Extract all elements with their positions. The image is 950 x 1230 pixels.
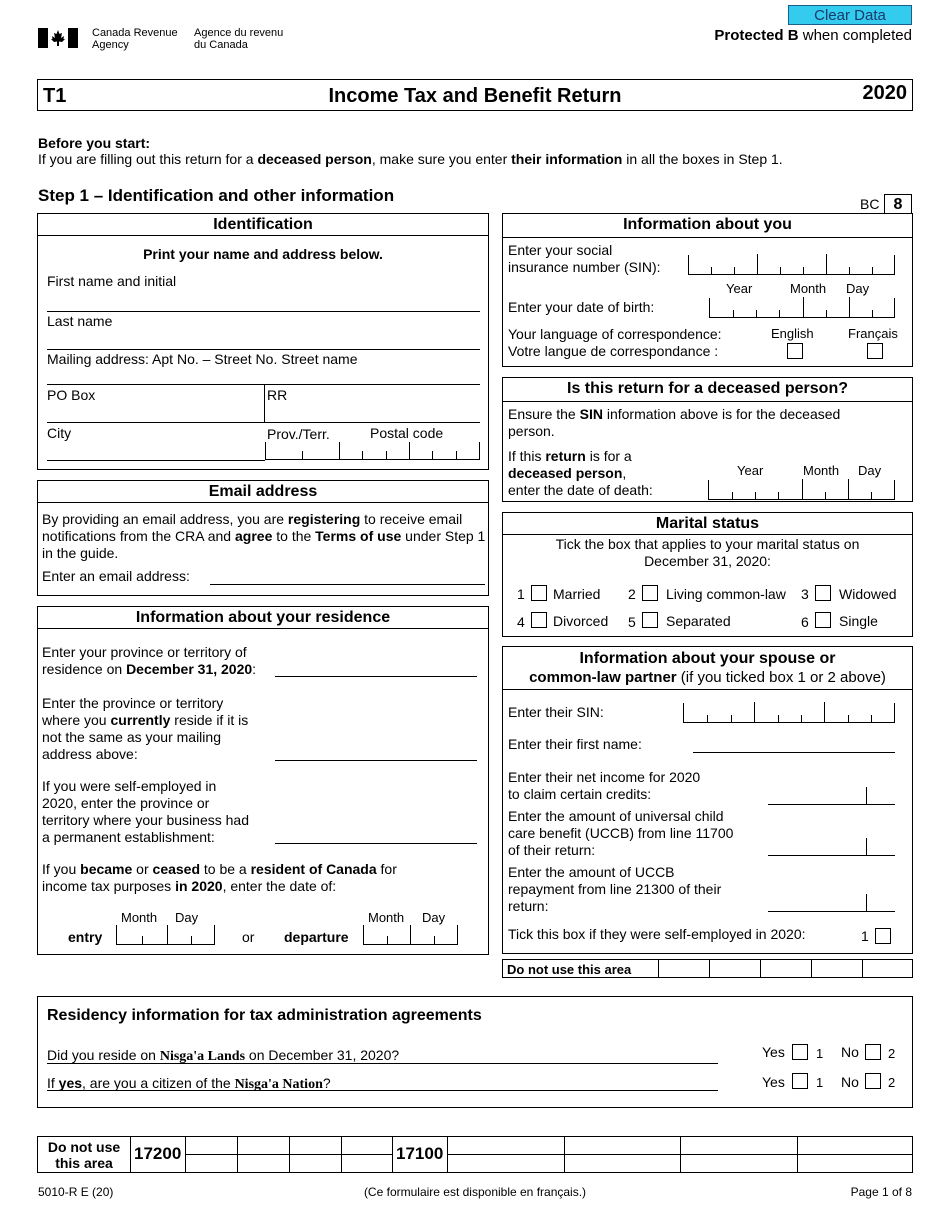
departure-label: departure xyxy=(284,929,349,945)
code-17200: 17200 xyxy=(134,1144,182,1163)
spouse-net-income-label: Enter their net income for 2020 to claim certain credits: xyxy=(508,769,701,802)
form-year: 2020 xyxy=(862,82,907,104)
nisgaa-lands-no-checkbox[interactable] xyxy=(865,1044,881,1060)
self-employed-province-field[interactable] xyxy=(275,843,477,844)
spouse-sin-field[interactable] xyxy=(683,703,895,723)
spouse-uccb-repayment-field[interactable] xyxy=(768,911,895,912)
last-name-label: Last name xyxy=(47,313,113,329)
spouse-self-employed-number: 1 xyxy=(861,928,869,944)
email-heading: Email address xyxy=(38,481,488,503)
dob-label: Enter your date of birth: xyxy=(508,299,655,315)
q2-no-number: 2 xyxy=(888,1075,896,1090)
about-you-heading: Information about you xyxy=(503,214,912,238)
step1-heading: Step 1 – Identification and other information xyxy=(38,186,395,205)
bc-value: 8 xyxy=(884,194,912,214)
province-label: Prov./Terr. xyxy=(267,426,330,442)
dob-day-label: Day xyxy=(846,281,870,296)
clear-data-button[interactable]: Clear Data xyxy=(788,5,912,25)
about-you-panel xyxy=(502,213,913,367)
page-title: Income Tax and Benefit Return xyxy=(328,85,622,107)
death-year-label: Year xyxy=(737,463,764,478)
residence-heading: Information about your residence xyxy=(38,607,488,629)
self-employed-province-label: If you were self-employed in 2020, enter the province or territory where your business had a permanent establishment: xyxy=(42,778,249,845)
death-day-label: Day xyxy=(858,463,882,478)
residence-panel xyxy=(37,606,489,955)
spouse-heading: Information about your spouse or common-law partner (if you ticked box 1 or 2 above) xyxy=(503,647,912,690)
mailing-address-label: Mailing address: Apt No. – Street No. Street name xyxy=(47,351,358,367)
code-17100: 17100 xyxy=(396,1144,444,1163)
print-name-heading: Print your name and address below. xyxy=(143,246,383,262)
q1-yes-number: 1 xyxy=(816,1046,824,1061)
language-label: Your language of correspondence: Votre langue de correspondance : xyxy=(508,326,722,359)
english-label: English xyxy=(771,326,814,341)
nisgaa-citizen-no-checkbox[interactable] xyxy=(865,1073,881,1089)
canada-flag-icon xyxy=(38,28,78,48)
spouse-uccb-label: Enter the amount of universal child care benefit (UCCB) from line 11700 of their return: xyxy=(508,808,734,858)
agency-name-en: Canada Revenue Agency xyxy=(92,27,178,51)
entry-day-label: Day xyxy=(175,910,199,925)
first-name-field[interactable] xyxy=(47,311,480,312)
spouse-self-employed-checkbox[interactable] xyxy=(875,928,891,944)
first-name-label: First name and initial xyxy=(47,273,177,289)
dob-month-label: Month xyxy=(790,281,827,296)
marital-heading: Marital status xyxy=(503,513,912,535)
form-code: 5010-R E (20) xyxy=(38,1185,114,1199)
nisgaa-citizen-yes-checkbox[interactable] xyxy=(792,1073,808,1089)
single-checkbox[interactable] xyxy=(815,612,831,628)
nisgaa-lands-yes-checkbox[interactable] xyxy=(792,1044,808,1060)
province-residence-field[interactable] xyxy=(275,676,477,677)
identification-panel xyxy=(37,213,489,470)
current-residence-field[interactable] xyxy=(275,760,477,761)
q1-no-number: 2 xyxy=(888,1046,896,1061)
email-input[interactable] xyxy=(210,584,485,585)
spouse-sin-label: Enter their SIN: xyxy=(508,704,604,720)
married-checkbox[interactable] xyxy=(531,585,547,601)
spouse-uccb-field[interactable] xyxy=(768,855,895,856)
residency-heading: Residency information for tax administration agreements xyxy=(47,1007,482,1024)
protected-b-notice: Protected B when completed xyxy=(714,27,912,44)
do-not-use-label: Do not use this area xyxy=(47,1139,121,1171)
po-box-label: PO Box xyxy=(47,387,96,403)
identification-heading: Identification xyxy=(38,214,488,236)
french-availability-note: (Ce formulaire est disponible en français.) xyxy=(363,1185,587,1199)
divorced-checkbox[interactable] xyxy=(531,612,547,628)
entry-day-field[interactable] xyxy=(167,925,215,945)
postal-code-field-2[interactable] xyxy=(410,442,480,460)
do-not-use-area-bottom xyxy=(37,1136,913,1173)
spouse-net-income-field[interactable] xyxy=(768,804,895,805)
spouse-first-name-field[interactable] xyxy=(693,752,895,753)
common-law-checkbox[interactable] xyxy=(642,585,658,601)
q2-yes-number: 1 xyxy=(816,1075,824,1090)
marital-instruction: Tick the box that applies to your marital status on December 31, 2020: xyxy=(555,536,860,569)
email-consent-text: By providing an email address, you are registering to receive email notifications from the CRA and agree to the Terms of use under Step 1 in the guide. xyxy=(42,511,486,561)
q2-no-label: No xyxy=(841,1074,859,1090)
q1-no-label: No xyxy=(841,1044,859,1060)
date-of-death-field[interactable] xyxy=(708,480,895,500)
before-heading: Before you start: xyxy=(38,135,151,151)
marital-status-panel: Marital status Tick the box that applies to your marital status on December 31, 2020: 1 Married 2 Living common-law 3 Widowed 4 Divorced 5 Separated 6 Single xyxy=(502,512,913,637)
form-number: T1 xyxy=(43,85,67,107)
date-of-death-label: If this return is for a deceased person, enter the date of death: xyxy=(508,448,653,498)
spouse-panel xyxy=(502,646,913,954)
english-checkbox[interactable] xyxy=(787,343,803,359)
sin-label: Enter your social insurance number (SIN): xyxy=(508,242,661,275)
q1-yes-label: Yes xyxy=(762,1044,785,1060)
nisgaa-citizen-question: If yes, are you a citizen of the Nisga'a Nation? xyxy=(47,1075,331,1092)
nisgaa-lands-question: Did you reside on Nisga'a Lands on December 31, 2020? xyxy=(47,1047,400,1064)
departure-month-label: Month xyxy=(368,910,405,925)
q2-yes-label: Yes xyxy=(762,1074,785,1090)
francais-checkbox[interactable] xyxy=(867,343,883,359)
postal-code-label: Postal code xyxy=(370,425,444,441)
title-bar xyxy=(37,79,913,111)
last-name-field[interactable] xyxy=(47,349,480,350)
departure-day-label: Day xyxy=(422,910,446,925)
bc-label: BC xyxy=(860,196,880,212)
do-not-use-area-right: Do not use this area xyxy=(502,959,913,978)
francais-label: Français xyxy=(848,326,898,341)
deceased-panel xyxy=(502,377,913,502)
po-box-rr-field[interactable] xyxy=(47,422,480,423)
residency-agreements-panel xyxy=(37,996,913,1108)
city-field[interactable] xyxy=(47,460,265,461)
current-residence-label: Enter the province or territory where you currently reside if it is not the same as your mailing address above: xyxy=(42,695,249,762)
resident-change-label: If you became or ceased to be a resident of Canada for income tax purposes in 2020, enter the date of: xyxy=(42,861,397,894)
entry-label: entry xyxy=(68,929,103,945)
dob-year-label: Year xyxy=(726,281,753,296)
spouse-uccb-repayment-label: Enter the amount of UCCB repayment from line 21300 of their return: xyxy=(508,864,722,914)
widowed-checkbox[interactable] xyxy=(815,585,831,601)
entry-month-field[interactable] xyxy=(116,925,168,945)
page-number: Page 1 of 8 xyxy=(850,1185,912,1199)
deceased-heading: Is this return for a deceased person? xyxy=(503,378,912,402)
departure-day-field[interactable] xyxy=(410,925,458,945)
entry-month-label: Month xyxy=(121,910,158,925)
email-panel xyxy=(37,480,489,596)
province-residence-label: Enter your province or territory of residence on December 31, 2020: xyxy=(42,644,257,677)
spouse-first-name-label: Enter their first name: xyxy=(508,736,642,752)
spouse-self-employed-label: Tick this box if they were self-employed in 2020: xyxy=(508,926,806,942)
postal-code-field[interactable] xyxy=(340,442,410,460)
agency-name-fr: Agence du revenu du Canada xyxy=(194,27,284,51)
before-text: If you are filling out this return for a deceased person, make sure you enter their information in all the boxes in Step 1. xyxy=(38,151,783,167)
sin-field[interactable] xyxy=(688,255,895,275)
death-month-label: Month xyxy=(803,463,840,478)
separated-checkbox[interactable] xyxy=(642,612,658,628)
or-label: or xyxy=(242,929,255,945)
email-label: Enter an email address: xyxy=(42,568,190,584)
rr-label: RR xyxy=(267,387,288,403)
city-label: City xyxy=(47,425,72,441)
departure-month-field[interactable] xyxy=(363,925,411,945)
dob-field[interactable] xyxy=(709,298,895,318)
province-field[interactable] xyxy=(265,442,340,460)
deceased-ensure-text: Ensure the SIN information above is for the deceased person. xyxy=(508,406,841,439)
